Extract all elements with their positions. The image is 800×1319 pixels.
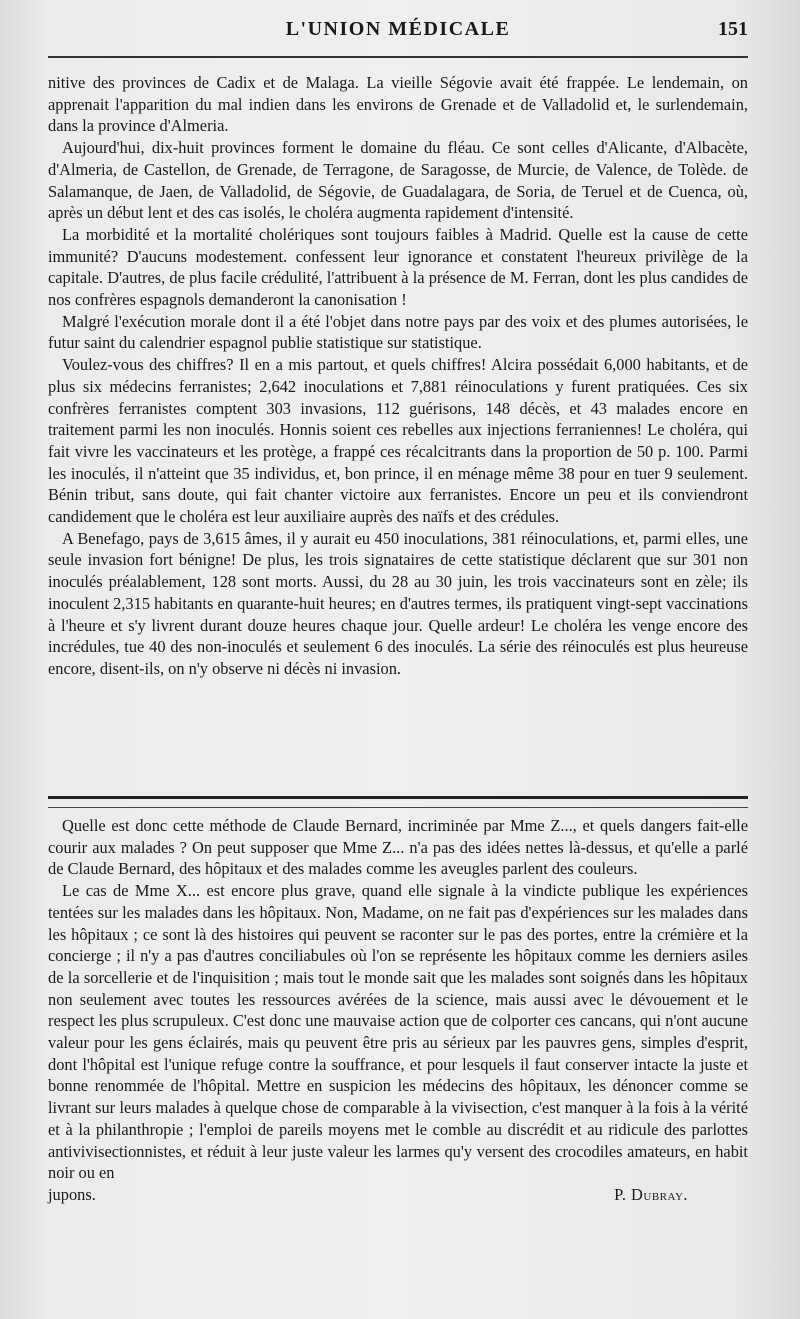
paragraph: A Benefago, pays de 3,615 âmes, il y aurait eu 450 inoculations, 381 réinoculations, et, parmi elles, une seule invasion fort bénigne! De plus, les trois signataires de cette statistique déclarent que sur 301 non inoculés préalablement, 128 sont morts. Aussi, du 28 au 30 juin, les trois vaccinateurs sont en zèle; ils inoculent 2,315 habitants en quarante-huit heures; en d'autres termes, ils pratiquent vingt-sept vaccinations à l'heure et s'y livrent durant douze heures chaque jour. Quelle ardeur! Le choléra les venge encore des incrédules, tue 40 des non-inoculés et seulement 6 des inoculés. La série des réinoculés est plus heureuse encore, disent-ils, on n'y observe ni décès ni invasion. <box>48 528 748 678</box>
header-rule <box>48 56 748 58</box>
running-head <box>48 18 748 48</box>
running-title: L'UNION MÉDICALE <box>285 18 511 40</box>
paragraph: Le cas de Mme X... est encore plus grave, quand elle signale à la vindicte publique les expériences tentées sur les malades dans les hôpitaux. Non, Madame, on ne fait pas d'expériences sur les malades dans les hôpitaux ; ce sont là des histoires qui peuvent se raconter sur le pas des portes, entre la crémière et la concierge ; il n'y a pas d'autres conciliabules où l'on se représente les hôpitaux comme les derniers asiles de la sorcellerie et de l'inquisition ; mais tout le monde sait que les malades sont soignés dans les hôpitaux non seulement avec toutes les ressources avérées de la science, mais aussi avec le dévouement et le respect les plus scrupuleux. C'est donc une mauvaise action que de colporter ces cancans, qui n'ont aucune valeur pour les gens éclairés, mais qu peuvent être pris au sérieux par les pauvres gens, simples d'esprit, dont l'hôpital est l'unique refuge contre la souffrance, et pour lesquels il faut conserver intacte la juste et bonne renommée de l'hôpital. Mettre en suspicion les médecins des hôpitaux, les dénoncer comme se livrant sur leurs malades à quelque chose de comparable à la vivisection, c'est manquer à la fois à la vérité et à la philanthropie ; l'emploi de pareils moyens met le comble au discrédit et au ridicule des parlottes antivivisectionnistes, et réduit à leur juste valeur les larmes qu'y versent des crocodiles amateurs, en habit noir ou en <box>48 881 748 1183</box>
page-number: 151 <box>718 18 748 40</box>
section-separator <box>48 796 748 808</box>
closing-word: jupons. <box>48 1184 96 1204</box>
cholera-article <box>48 72 748 680</box>
paragraph: Aujourd'hui, dix-huit provinces forment le domaine du fléau. Ce sont celles d'Alicante, d'Albacète, d'Almeria, de Castellon, de Grenade, de Terragone, de Saragosse, de Murcie, de Valence, de Tolède. de Salamanque, de Jaen, de Valladolid, de Ségovie, de Guadalagara, de Soria, de Teruel et de Cuenca, où, après un début lent et des cas isolés, le choléra augmenta rapidement d'intensité. <box>48 138 748 223</box>
closing-line <box>48 1184 748 1206</box>
paragraph: La morbidité et la mortalité cholériques sont toujours faibles à Madrid. Quelle est la cause de cette immunité? D'aucuns modestement. confessent leur ignorance et constatent l'heureux privilège de la capitale. D'autres, de plus facile crédulité, l'attribuent à la présence de M. Ferran, dont les plus candides de nos confrères espagnols demanderont la canonisation ! <box>48 224 748 310</box>
paragraph: Malgré l'exécution morale dont il a été l'objet dans notre pays par des voix et des plumes autorisées, le futur saint du calendrier espagnol publie statistique sur statistique. <box>48 311 748 353</box>
paragraph: Quelle est donc cette méthode de Claude Bernard, incriminée par Mme Z..., et quels dangers fait-elle courir aux malades ? On peut supposer que Mme Z... n'a pas des idées nettes là-dessus, et qu'elle a parlé de Claude Bernard, des hôpitaux et des malades comme les aveugles parlent des couleurs. <box>48 816 748 879</box>
author-signature: P. Dubray. <box>614 1184 688 1204</box>
paragraph: Voulez-vous des chiffres? Il en a mis partout, et quels chiffres! Alcira possédait 6,000 habitants, et de plus six médecins ferranistes; 2,642 inoculations et 7,881 réinoculations y furent pratiquées. Ces six confrères ferranistes comptent 303 invasions, 112 guérisons, 148 décès, et 43 malades encore en traitement parmi les non inoculés. Honnis soient ces rebelles aux injections ferraniennes! Le choléra, qui fait vivre les vaccinateurs et les protège, a frappé ces récalcitrants dans la proportion de 50 p. 100. Parmi les inoculés, il n'atteint que 35 individus, et, bon prince, il en ménage même 38 pour en tuer 9 seulement. Bénin tribut, sans doute, qui fait chanter victoire aux ferranistes. Encore un peu et ils conviendront candidement que le choléra est leur auxiliaire auprès des naïfs et des crédules. <box>48 355 748 527</box>
vivisection-article <box>48 815 748 1206</box>
paragraph: nitive des provinces de Cadix et de Malaga. La vieille Ségovie avait été frappée. Le lendemain, on apprenait l'apparition du mal indien dans les environs de Grenade et de Valladolid et, le surlendemain, dans la province d'Almeria. <box>48 73 748 136</box>
